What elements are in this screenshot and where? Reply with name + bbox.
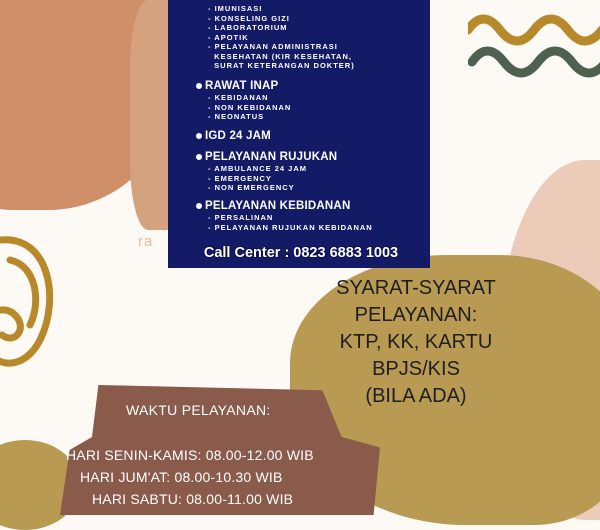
list-item: - NEONATUS (208, 112, 265, 121)
list-item: - PERSALINAN (208, 213, 274, 222)
list-item: - KEBIDANAN (208, 93, 269, 102)
requirements-note: (BILA ADA) (365, 385, 467, 407)
list-item: - NON KEBIDANAN (208, 102, 292, 112)
bullet-icon (196, 83, 202, 89)
section-rujukan (196, 150, 337, 193)
spiral-decoration-icon (0, 220, 70, 390)
bullet-icon (196, 133, 202, 139)
call-center-text: Call Center : 0823 6883 1003 (203, 245, 399, 261)
list-item: - KONSELING GIZI (208, 13, 290, 23)
services-card (168, 0, 430, 268)
section-heading (196, 129, 271, 143)
hours-title: WAKTU PELAYANAN: (126, 402, 271, 418)
bullet-icon (196, 154, 202, 160)
list-item: - PELAYANAN ADMINISTRASI (208, 42, 338, 51)
section-heading (196, 79, 291, 93)
list-item: - NON EMERGENCY (208, 183, 295, 192)
requirements-heading-line-1: SYARAT-SYARAT (336, 277, 496, 299)
section-items (208, 164, 337, 193)
list-item: - PELAYANAN RUJUKAN KEBIDANAN (208, 222, 373, 232)
requirements-heading-line-2: PELAYANAN: (354, 304, 478, 326)
list-item: SURAT KETERANGAN DOKTER) (208, 61, 355, 70)
list-item: KESEHATAN (KIR KESEHATAN, (208, 51, 352, 61)
section-rawat-inap (196, 79, 291, 122)
list-item: - LABORATORIUM (208, 23, 288, 32)
section-heading (196, 199, 373, 213)
hours-line: HARI SABTU: 08.00-11.00 WIB (92, 491, 294, 507)
section-heading (196, 150, 337, 164)
requirements-block (296, 275, 536, 410)
requirements-docs: KTP, KK, KARTU BPJS/KIS (339, 331, 493, 380)
section-title: PELAYANAN KEBIDANAN (205, 200, 351, 212)
hours-line: HARI SENIN-KAMIS: 08.00-12.00 WIB (66, 447, 314, 463)
list-item: - IMUNISASI (208, 4, 263, 13)
bullet-icon (196, 203, 202, 209)
section-title: RAWAT INAP (205, 80, 279, 92)
hours-line: HARI JUM'AT: 08.00-10.30 WIB (80, 469, 283, 485)
wave-lines-icon (468, 0, 600, 80)
section-title: PELAYANAN RUJUKAN (205, 151, 338, 163)
section-items (208, 93, 291, 122)
services-top-list (208, 4, 355, 71)
list-item: - EMERGENCY (208, 173, 272, 183)
section-kebidanan (196, 199, 373, 232)
watermark-text: ra (138, 233, 154, 250)
list-item: - APOTIK (208, 32, 249, 42)
section-title: IGD 24 JAM (205, 130, 271, 142)
section-items (208, 213, 373, 232)
section-igd (196, 129, 271, 143)
list-item: - AMBULANCE 24 JAM (208, 164, 307, 173)
